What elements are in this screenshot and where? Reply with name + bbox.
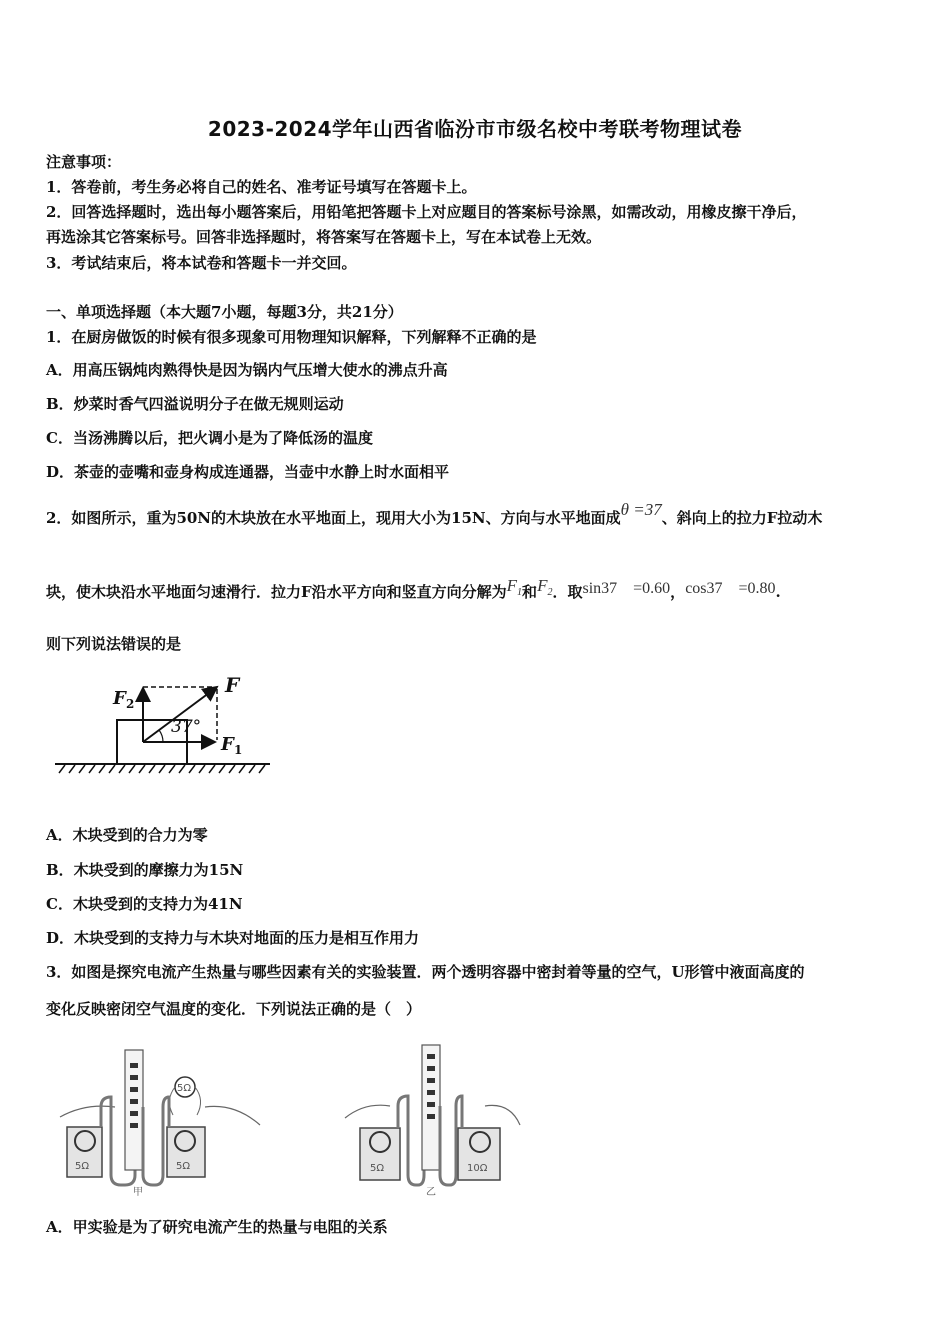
u-tube-right <box>143 1097 169 1185</box>
label-f1: F <box>221 734 234 755</box>
q2-and: 和 <box>522 583 538 601</box>
scale-ruler <box>422 1045 440 1170</box>
label-f1-sub: 1 <box>234 743 243 757</box>
label-f2: F <box>113 688 126 709</box>
notice-heading: 注意事项： <box>46 153 122 171</box>
q2-cos: cos37 <box>685 580 723 597</box>
q2-take: ．取 <box>552 583 583 601</box>
q2-theta: θ =37 <box>620 500 662 519</box>
section-heading: 一、单项选择题（本大题7小题，每题3分，共21分） <box>46 303 403 321</box>
q2-stem-a: 2．如图所示，重为50N的木块放在水平地面上，现用大小为15N、方向与水平地面成 <box>46 509 621 527</box>
notice-item-2: 2．回答选择题时，选出每小题答案后，用铅笔把答题卡上对应题目的答案标号涂黑，如需改动，用橡皮擦干净后， <box>46 203 807 221</box>
q2-stem-b: 、斜向上的拉力F拉动木 <box>661 509 823 527</box>
q3-stem-line1: 3．如图是探究电流产生热量与哪些因素有关的实验装置．两个透明容器中密封着等量的空气，U形管中液面高度的 <box>46 963 805 981</box>
q2-comma: ， <box>670 583 686 601</box>
q2-cos-value: =0.80 <box>738 580 776 597</box>
apparatus-yi <box>340 1040 530 1200</box>
label-f: F <box>225 673 240 697</box>
q1-stem: 1．在厨房做饭的时候有很多现象可用物理知识解释，下列解释不正确的是 <box>46 328 537 346</box>
angle-arc <box>159 730 163 742</box>
u-tube-left <box>398 1096 424 1185</box>
q2-option-b: B．木块受到的摩擦力为15N <box>46 861 244 879</box>
q3-stem-line2: 变化反映密闭空气温度的变化．下列说法正确的是（ ） <box>46 1000 422 1018</box>
q1-option-b: B．炒菜时香气四溢说明分子在做无规则运动 <box>46 395 344 413</box>
resistor-left-label: 5Ω <box>370 1163 385 1174</box>
wire-right <box>205 1106 260 1125</box>
label-f2-sub: 2 <box>126 697 135 711</box>
notice-item-3: 3．考试结束后，将本试卷和答题卡一并交回。 <box>46 254 357 272</box>
resistor-outside-label: 5Ω <box>177 1083 192 1094</box>
q3-option-a: A．甲实验是为了研究电流产生的热量与电阻的关系 <box>46 1218 388 1236</box>
q2-option-c: C．木块受到的支持力为41N <box>46 895 243 913</box>
apparatus-jia <box>55 1045 280 1200</box>
q2-sin-value: =0.60 <box>633 580 671 597</box>
notice-item-1: 1．答卷前，考生务必将自己的姓名、准考证号填写在答题卡上。 <box>46 178 477 196</box>
angle-label: 37° <box>171 717 202 737</box>
wire-left <box>60 1106 115 1117</box>
q2-stem-line1 <box>46 500 823 528</box>
q2-stem-line2 <box>46 576 781 609</box>
q2-option-a: A．木块受到的合力为零 <box>46 826 208 844</box>
ground-hatch <box>59 765 265 773</box>
resistor-right-label: 5Ω <box>176 1161 191 1172</box>
force-diagram <box>55 672 275 780</box>
q1-option-d: D．茶壶的壶嘴和壶身构成连通器，当壶中水静上时水面相平 <box>46 463 450 481</box>
wire-left <box>345 1105 390 1118</box>
wire-right <box>485 1105 520 1125</box>
resistor-right-label: 10Ω <box>467 1163 488 1174</box>
q2-period: . <box>775 583 781 601</box>
notice-item-2-cont: 再选涂其它答案标号。回答非选择题时，将答案写在答题卡上，写在本试卷上无效。 <box>46 228 602 246</box>
q1-option-c: C．当汤沸腾以后，把火调小是为了降低汤的温度 <box>46 429 373 447</box>
q2-f2-symbol: $F_2$ <box>537 576 553 598</box>
q2-option-d: D．木块受到的支持力与木块对地面的压力是相互作用力 <box>46 929 420 947</box>
q2-stem-line3: 则下列说法错误的是 <box>46 635 182 653</box>
exam-title: 2023-2024学年山西省临汾市市级名校中考联考物理试卷 <box>207 117 743 141</box>
caption-jia: 甲 <box>133 1187 143 1198</box>
q2-stem-c: 块，使木块沿水平地面匀速滑行．拉力F沿水平方向和竖直方向分解为 <box>46 583 507 601</box>
q2-sin: sin37 <box>582 580 618 597</box>
caption-yi: 乙 <box>426 1187 436 1198</box>
q2-f1-symbol: $F_1$ <box>506 576 523 598</box>
resistor-left-label: 5Ω <box>75 1161 90 1172</box>
q1-option-a: A．用高压锅炖肉熟得快是因为锅内气压增大使水的沸点升高 <box>46 361 448 379</box>
